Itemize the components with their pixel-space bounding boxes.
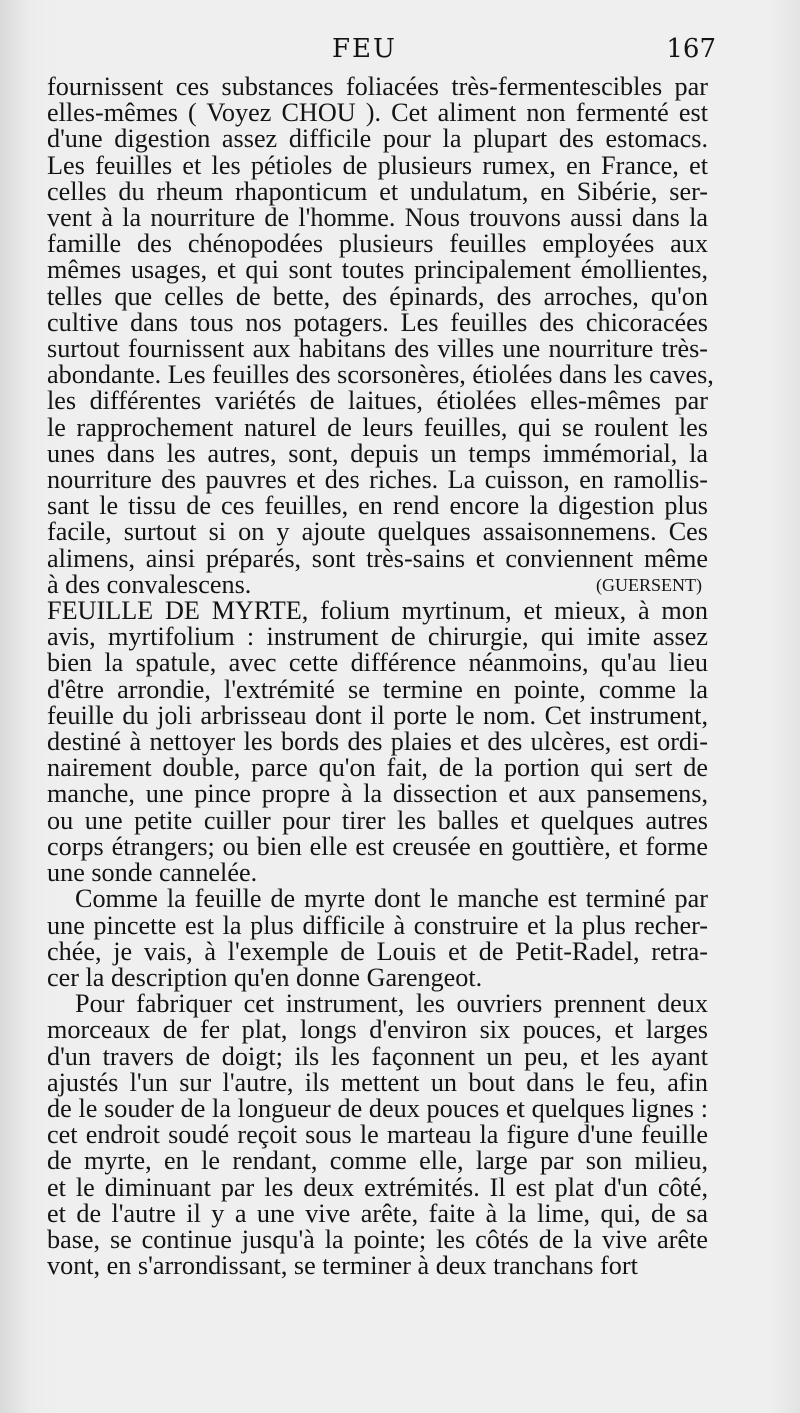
text-line: abondante. Les feuilles des scorsonères, étiolées dans les caves,: [47, 360, 714, 390]
text-line: telles que celles de bette, des épinards, des arroches, qu'on: [47, 281, 708, 311]
text-line: Comme la feuille de myrte dont le manche est terminé par: [75, 884, 708, 914]
text-line: elles-mêmes ( Voyez CHOU ). Cet aliment non fermenté est: [47, 98, 708, 128]
text-line: vont, en s'arrondissant, se terminer à deux tranchans fort: [47, 1251, 638, 1281]
text-line: cer la description qu'en donne Garengeot.: [47, 962, 483, 992]
text-line: cultive dans tous nos potagers. Les feuilles des chicoracées: [47, 307, 708, 337]
text-line: feuille du joli arbrisseau dont il porte le nom. Cet instrument,: [47, 700, 708, 730]
text-line: mêmes usages, et qui sont toutes principalement émollientes,: [47, 255, 708, 285]
text-line: d'une digestion assez difficile pour la plupart des estomacs.: [47, 124, 708, 154]
text-line: d'un travers de doigt; ils les façonnent un peu, et les ayant: [47, 1041, 708, 1071]
page-number: 167: [666, 34, 716, 64]
text-line: sant le tissu de ces feuilles, en rend encore la digestion plus: [47, 491, 708, 521]
text-line: ajustés l'un sur l'autre, ils mettent un bout dans le feu, afin: [47, 1067, 708, 1097]
text-line: à des convalescens. (GUERSENT): [47, 572, 708, 598]
running-head: FEU: [332, 34, 397, 64]
text-line: d'être arrondie, l'extrémité se termine en pointe, comme la: [47, 674, 708, 704]
text-line: vent à la nourriture de l'homme. Nous trouvons aussi dans la: [47, 203, 708, 233]
paragraph-feuilles: [47, 72, 714, 599]
text-line: unes dans les autres, sont, depuis un temps immémorial, la: [47, 438, 708, 468]
text-line: chée, je vais, à l'exemple de Louis et de Petit-Radel, retra-: [47, 936, 708, 966]
text-line: cet endroit soudé reçoit sous le marteau la figure d'une feuille: [47, 1120, 708, 1150]
text-line: ou une petite cuiller pour tirer les balles et quelques autres: [47, 805, 708, 835]
text-line: morceaux de fer plat, longs d'environ six pouces, et larges: [47, 1015, 708, 1045]
text-line: fournissent ces substances foliacées très-fermentescibles par: [47, 72, 708, 101]
paragraph-fabrication: [47, 991, 708, 1279]
page-body: [47, 72, 714, 1281]
text-line: et le diminuant par les deux extrémités. Il est plat d'un côté,: [47, 1172, 708, 1202]
text-line: une pincette est la plus difficile à construire et la plus recher-: [47, 910, 708, 940]
text-line: nourriture des pauvres et des riches. La cuisson, en ramollis-: [47, 465, 708, 495]
text-line: de myrte, en le rendant, comme elle, large par son milieu,: [47, 1146, 708, 1176]
text-line: nairement double, parce qu'on fait, de la portion qui sert de: [47, 753, 708, 783]
text-line: les différentes variétés de laitues, étiolées elles-mêmes par: [47, 386, 708, 416]
text-line: Les feuilles et les pétioles de plusieurs rumex, en France, et: [47, 150, 708, 180]
text-line: destiné à nettoyer les bords des plaies et des ulcères, est ordi-: [47, 727, 708, 757]
paragraph-comme: [47, 886, 708, 991]
text-line: facile, surtout si on y ajoute quelques assaisonnemens. Ces: [47, 517, 708, 547]
text-line: famille des chénopodées plusieurs feuilles employées aux: [47, 229, 708, 259]
paragraph-feuille-de-myrte: [47, 598, 708, 886]
text-line: Pour fabriquer cet instrument, les ouvriers prennent deux: [75, 989, 708, 1019]
text-line: FEUILLE DE MYRTE, folium myrtinum, et mieux, à mon: [47, 596, 708, 626]
text-line: surtout fournissent aux habitans des villes une nourriture très-: [47, 334, 708, 364]
text-line: et de l'autre il y a une vive arête, faite à la lime, qui, de sa: [47, 1198, 708, 1228]
text-line: celles du rheum rhaponticum et undulatum, en Sibérie, ser-: [47, 176, 708, 206]
text-line: bien la spatule, avec cette différence néanmoins, qu'au lieu: [47, 648, 708, 678]
page-header: [47, 34, 716, 74]
text-line: de le souder de la longueur de deux pouces et quelques lignes :: [47, 1093, 708, 1123]
text-line: base, se continue jusqu'à la pointe; les côtés de la vive arête: [47, 1224, 708, 1254]
author-signature: (GUERSENT): [596, 574, 702, 595]
text-line: une sonde cannelée.: [47, 858, 258, 888]
text-line: alimens, ainsi préparés, sont très-sains et conviennent même: [47, 543, 708, 573]
text-line: avis, myrtifolium : instrument de chirurgie, qui imite assez: [47, 622, 708, 652]
text-line: le rapprochement naturel de leurs feuilles, qui se roulent les: [47, 412, 708, 442]
text-line: corps étrangers; ou bien elle est creusée en gouttière, et forme: [47, 831, 708, 861]
text-line: manche, une pince propre à la dissection et aux pansemens,: [47, 779, 708, 809]
